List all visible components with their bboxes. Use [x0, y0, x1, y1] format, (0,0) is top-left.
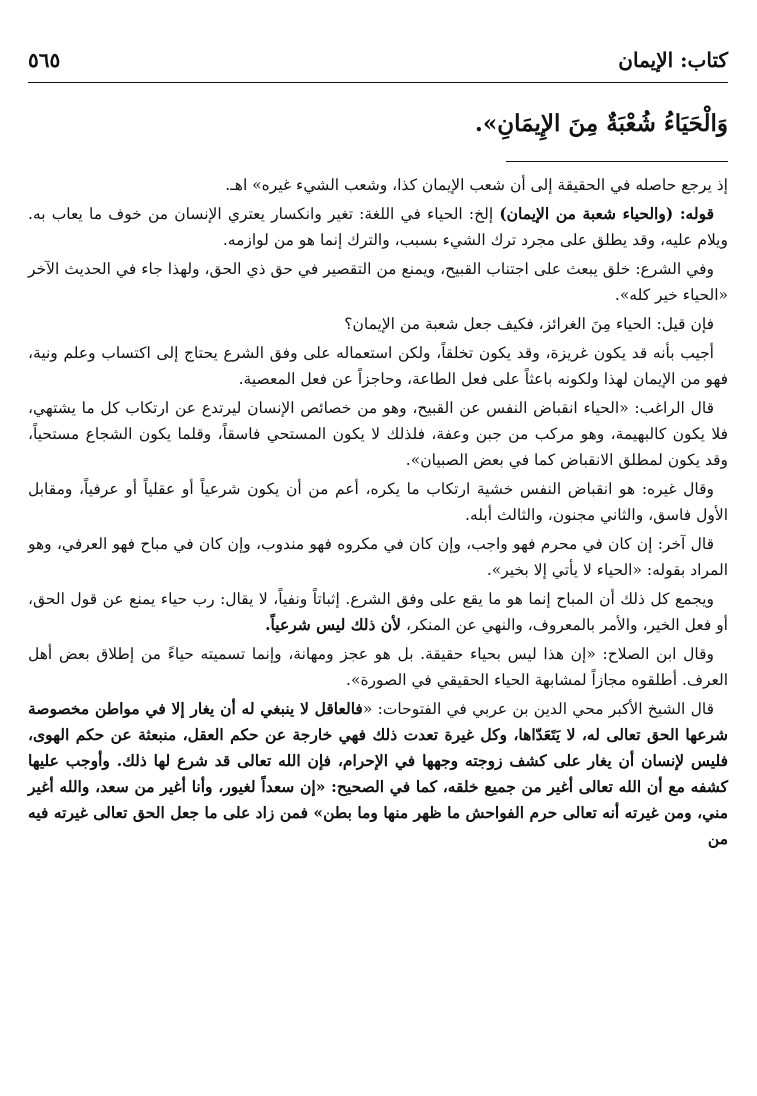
page-number: ٥٦٥	[28, 48, 61, 72]
note-paragraph: إذ يرجع حاصله في الحقيقة إلى أن شعب الإيمان كذا، وشعب الشيء غيره» اهـ.	[225, 176, 728, 194]
book-title: كتاب: الإيمان	[618, 48, 728, 72]
note-paragraph: وقال غيره: هو انقباض النفس خشية ارتكاب ما يكره، أعم من أن يكون شرعياً أو عقلياً أو عرفياً، ومقابل الأول فاسق، والثاني مجنون، والثالث أبله.	[28, 480, 728, 524]
note-paragraph: فإن قيل: الحياء مِنَ الغرائز، فكيف جعل شعبة من الإيمان؟	[344, 315, 714, 333]
note-lead: قوله: (والحياء شعبة من الإيمان)	[499, 204, 714, 223]
commentary-notes	[28, 172, 728, 852]
note-paragraph: قال الراغب: «الحياء انقباض النفس عن القبيح، وهو من خصائص الإنسان ليرتدع عن ارتكاب كل ما يشتهي، فلا يكون كالبهيمة، وهو مركب من جبن وعفة، فلذلك لا يكون المستحي فاسقاً، وقلما يكون الشجاع مستحياً، وقد يكون لمطلق الانقباض كما في بعض الصبيان».	[28, 399, 728, 469]
note-paragraph: قال آخر: إن كان في محرم فهو واجب، وإن كان في مكروه فهو مندوب، وإن كان في مباح فهو العرفي، وهو المراد بقوله: «الحياء لا يأتي إلا بخير».	[28, 535, 728, 579]
note-paragraph: قال الشيخ الأكبر محي الدين بن عربي في الفتوحات: «فالعاقل لا ينبغي له أن يغار إلا في مواطن مخصوصة شرعها الحق تعالى له، لا يَتَعَدّاها، وكل غيرة تعدت ذلك فهي خارجة عن حكم العقل، منبعثة عن حكم الهوى، فليس لإنسان أن يغار على كشف زوجته وجهها في الإحرام، فإن الله تعالى قد شرع لها ذلك. وأوجب عليها كشفه مع أن الله تعالى أغير من جميع خلقه، كما في الصحيح: «إن سعداً لغيور، وأنا أغير من سعد، والله أغير مني، ومن غيرته أنه تعالى حرم الفواحش ما ظهر منها وما بطن» فمن زاد على ما جعل الحق تعالى غيرته فيه من	[28, 699, 728, 848]
note-paragraph: وفي الشرع: خلق يبعث على اجتناب القبيح، ويمنع من التقصير في حق ذي الحق، ولهذا جاء في الحديث الآخر «الحياء خير كله».	[28, 260, 728, 304]
page-header	[28, 40, 728, 83]
footnote-divider	[506, 161, 728, 162]
note-paragraph: قوله: (والحياء شعبة من الإيمان) إلخ: الحياء في اللغة: تغير وانكسار يعتري الإنسان من خوف ما يعاب به. ويلام عليه، وقد يطلق على مجرد ترك الشيء بسبب، والترك إنما هو من لوازمه.	[28, 204, 728, 249]
note-paragraph: ويجمع كل ذلك أن المباح إنما هو ما يقع على وفق الشرع. إثباتاً ونفياً، لا يقال: رب حياء يمنع عن قول الحق، أو فعل الخير، والأمر بالمعروف، والنهي عن المنكر، لأن ذلك ليس شرعياً.	[28, 590, 728, 634]
note-paragraph: أجيب بأنه قد يكون غريزة، وقد يكون تخلقاً، ولكن استعماله على وفق الشرع يحتاج إلى اكتساب وعلم ونية، فهو من الإيمان لهذا ولكونه باعثاً على فعل الطاعة، وحاجزاً عن فعل المعصية.	[28, 344, 728, 388]
note-paragraph: وقال ابن الصلاح: «إن هذا ليس بحياء حقيقة. بل هو عجز ومهانة، وإنما تسميته حياءً من إطلاق بعض أهل العرف. أطلقوه مجازاً لمشابهة الحياء الحقيقي في الصورة».	[28, 645, 728, 689]
document-page	[28, 40, 728, 855]
main-text: وَالْحَيَاءُ شُعْبَةٌ مِنَ الإِيمَانِ».	[474, 110, 728, 137]
